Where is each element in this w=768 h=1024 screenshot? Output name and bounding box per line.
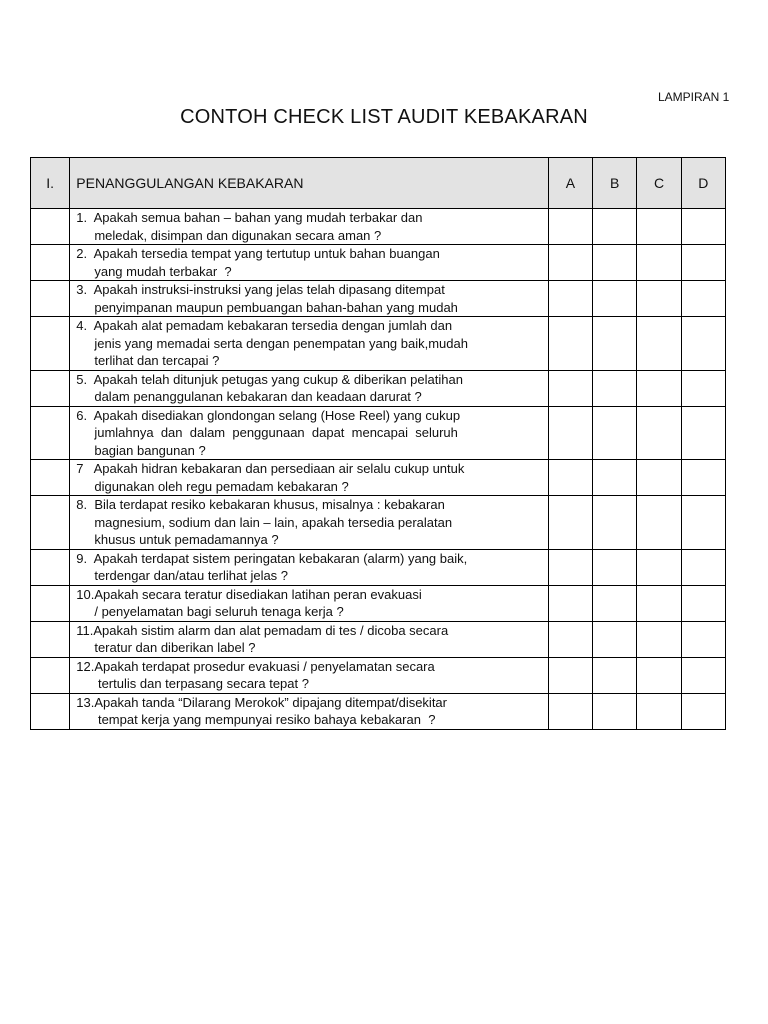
row-number-cell [31, 549, 70, 585]
answer-cell-d[interactable] [681, 281, 725, 317]
row-number-cell [31, 317, 70, 371]
answer-cell-d[interactable] [681, 406, 725, 460]
answer-cell-c[interactable] [637, 549, 681, 585]
column-header-a: A [548, 158, 592, 209]
answer-cell-a[interactable] [548, 370, 592, 406]
answer-cell-d[interactable] [681, 657, 725, 693]
document-title: CONTOH CHECK LIST AUDIT KEBAKARAN [180, 106, 588, 128]
row-number-cell [31, 693, 70, 729]
table-row [31, 657, 726, 693]
checklist-question: 2. Apakah tersedia tempat yang tertutup untuk bahan buangan yang mudah terbakar ? [70, 245, 548, 281]
answer-cell-d[interactable] [681, 621, 725, 657]
checklist-question: 7 Apakah hidran kebakaran dan persediaan air selalu cukup untuk digunakan oleh regu pemadam kebakaran ? [70, 460, 548, 496]
table-row [31, 460, 726, 496]
answer-cell-a[interactable] [548, 317, 592, 371]
checklist-question: 6. Apakah disediakan glondongan selang (Hose Reel) yang cukup jumlahnya dan dalam penggunaan dapat mencapai seluruh bagian bangunan ? [70, 406, 548, 460]
answer-cell-a[interactable] [548, 585, 592, 621]
row-number-cell [31, 245, 70, 281]
table-header-row [31, 158, 726, 209]
answer-cell-b[interactable] [593, 496, 637, 550]
checklist-question: 1. Apakah semua bahan – bahan yang mudah terbakar dan meledak, disimpan dan digunakan secara aman ? [70, 209, 548, 245]
answer-cell-c[interactable] [637, 209, 681, 245]
answer-cell-c[interactable] [637, 621, 681, 657]
row-number-cell [31, 496, 70, 550]
table-row [31, 209, 726, 245]
checklist-question: 11.Apakah sistim alarm dan alat pemadam di tes / dicoba secara teratur dan diberikan label ? [70, 621, 548, 657]
answer-cell-c[interactable] [637, 245, 681, 281]
answer-cell-b[interactable] [593, 460, 637, 496]
checklist-question: 3. Apakah instruksi-instruksi yang jelas telah dipasang ditempat penyimpanan maupun pembuangan bahan-bahan yang mudah [70, 281, 548, 317]
answer-cell-c[interactable] [637, 460, 681, 496]
table-row [31, 245, 726, 281]
answer-cell-c[interactable] [637, 281, 681, 317]
answer-cell-b[interactable] [593, 585, 637, 621]
answer-cell-a[interactable] [548, 549, 592, 585]
answer-cell-b[interactable] [593, 281, 637, 317]
answer-cell-b[interactable] [593, 209, 637, 245]
answer-cell-b[interactable] [593, 406, 637, 460]
answer-cell-c[interactable] [637, 317, 681, 371]
row-number-cell [31, 460, 70, 496]
checklist-question: 5. Apakah telah ditunjuk petugas yang cukup & diberikan pelatihan dalam penanggulanan kebakaran dan keadaan darurat ? [70, 370, 548, 406]
table-row [31, 370, 726, 406]
row-number-cell [31, 281, 70, 317]
row-number-cell [31, 406, 70, 460]
answer-cell-b[interactable] [593, 549, 637, 585]
column-header-c: C [637, 158, 681, 209]
answer-cell-d[interactable] [681, 496, 725, 550]
table-row [31, 281, 726, 317]
table-row [31, 585, 726, 621]
row-number-cell [31, 657, 70, 693]
answer-cell-a[interactable] [548, 621, 592, 657]
table-row [31, 406, 726, 460]
answer-cell-b[interactable] [593, 370, 637, 406]
answer-cell-b[interactable] [593, 317, 637, 371]
row-number-cell [31, 585, 70, 621]
answer-cell-a[interactable] [548, 406, 592, 460]
answer-cell-a[interactable] [548, 245, 592, 281]
answer-cell-a[interactable] [548, 209, 592, 245]
answer-cell-b[interactable] [593, 693, 637, 729]
checklist-question: 4. Apakah alat pemadam kebakaran tersedia dengan jumlah dan jenis yang memadai serta dengan penempatan yang baik,mudah terlihat dan tercapai ? [70, 317, 548, 371]
answer-cell-a[interactable] [548, 657, 592, 693]
table-row [31, 693, 726, 729]
row-number-cell [31, 209, 70, 245]
row-number-cell [31, 370, 70, 406]
checklist-body [31, 158, 726, 730]
row-number-cell [31, 621, 70, 657]
checklist-question: 8. Bila terdapat resiko kebakaran khusus, misalnya : kebakaran magnesium, sodium dan lain – lain, apakah tersedia peralatan khusus untuk pemadamannya ? [70, 496, 548, 550]
answer-cell-a[interactable] [548, 693, 592, 729]
table-row [31, 549, 726, 585]
answer-cell-c[interactable] [637, 496, 681, 550]
answer-cell-c[interactable] [637, 693, 681, 729]
answer-cell-c[interactable] [637, 585, 681, 621]
answer-cell-d[interactable] [681, 209, 725, 245]
answer-cell-c[interactable] [637, 657, 681, 693]
answer-cell-a[interactable] [548, 460, 592, 496]
table-row [31, 496, 726, 550]
column-header-d: D [681, 158, 725, 209]
answer-cell-d[interactable] [681, 549, 725, 585]
answer-cell-c[interactable] [637, 370, 681, 406]
checklist-question: 13.Apakah tanda “Dilarang Merokok” dipajang ditempat/disekitar tempat kerja yang mempunyai resiko bahaya kebakaran ? [70, 693, 548, 729]
table-row [31, 621, 726, 657]
answer-cell-c[interactable] [637, 406, 681, 460]
answer-cell-d[interactable] [681, 460, 725, 496]
appendix-label: LAMPIRAN 1 [658, 90, 730, 104]
answer-cell-d[interactable] [681, 693, 725, 729]
answer-cell-d[interactable] [681, 585, 725, 621]
section-title: PENANGGULANGAN KEBAKARAN [70, 158, 548, 209]
answer-cell-d[interactable] [681, 370, 725, 406]
answer-cell-b[interactable] [593, 621, 637, 657]
answer-cell-d[interactable] [681, 245, 725, 281]
answer-cell-b[interactable] [593, 245, 637, 281]
answer-cell-a[interactable] [548, 496, 592, 550]
checklist-question: 9. Apakah terdapat sistem peringatan kebakaran (alarm) yang baik, terdengar dan/atau terlihat jelas ? [70, 549, 548, 585]
answer-cell-b[interactable] [593, 657, 637, 693]
checklist-question: 12.Apakah terdapat prosedur evakuasi / penyelamatan secara tertulis dan terpasang secara tepat ? [70, 657, 548, 693]
table-row [31, 317, 726, 371]
answer-cell-a[interactable] [548, 281, 592, 317]
column-header-b: B [593, 158, 637, 209]
audit-checklist-table [30, 157, 726, 730]
section-number: I. [31, 158, 70, 209]
checklist-question: 10.Apakah secara teratur disediakan latihan peran evakuasi / penyelamatan bagi seluruh tenaga kerja ? [70, 585, 548, 621]
answer-cell-d[interactable] [681, 317, 725, 371]
